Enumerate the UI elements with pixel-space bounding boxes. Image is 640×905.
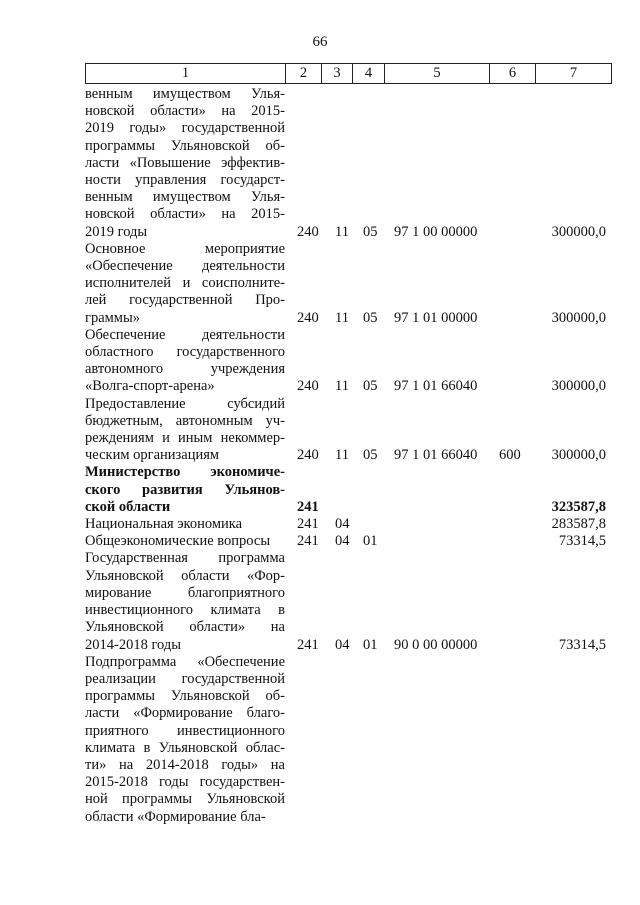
row-name-line: ской области [85, 498, 171, 515]
row-name-line: Ульяновской области «Фор- [85, 567, 285, 584]
col-target-article: 90 0 00 00000 [394, 636, 478, 653]
col-subsection: 11 [335, 309, 349, 326]
row-name-line: бюджетным, автономным уч- [85, 412, 285, 429]
row-name-line: ной программы Ульяновской [85, 791, 285, 808]
row-name-line: 2015-2018 годы государствен- [85, 774, 285, 791]
table-body [85, 86, 612, 826]
table-row [85, 327, 612, 396]
table-row [85, 654, 612, 826]
col-item: 05 [363, 378, 378, 395]
header-col-7: 7 [569, 65, 578, 81]
row-name-line: Общеэкономические вопросы [85, 533, 271, 550]
col-subsection: 04 [335, 533, 350, 550]
col-section-code: 241 [297, 516, 319, 533]
col-target-article: 97 1 01 66040 [394, 378, 478, 395]
row-name-line: 2019 годы» государственной [85, 120, 285, 137]
row-name-line: Обеспечение деятельности [85, 326, 285, 343]
row-name-line: приятного инвестиционного [85, 722, 285, 739]
table-row [85, 241, 612, 327]
table-row [85, 396, 612, 465]
col-item: 01 [363, 636, 378, 653]
header-col-1: 1 [86, 64, 286, 83]
col-amount: 323587,8 [551, 498, 606, 515]
row-name-line: лей государственной Про- [85, 292, 285, 309]
row-name-line: ласти «Повышение эффектив- [85, 154, 285, 171]
col-amount: 300000,0 [551, 223, 606, 240]
row-name-line: Основное мероприятие [85, 240, 285, 257]
col-subsection: 11 [335, 447, 349, 464]
row-name-line: Министерство экономиче- [85, 464, 285, 481]
row-name-line: ческим организациям [85, 447, 220, 464]
col-subsection: 04 [335, 636, 350, 653]
col-item: 05 [363, 309, 378, 326]
row-name-line: «Волга-спорт-арена» [85, 378, 215, 395]
col-section-code: 241 [297, 636, 319, 653]
col-amount: 73314,5 [558, 533, 606, 550]
row-name-line: венным имуществом Улья- [85, 86, 285, 102]
row-name-line: 2014-2018 годы [85, 636, 181, 653]
col-section-code: 240 [297, 223, 319, 240]
row-name-line: Государственная программа [85, 550, 285, 567]
row-name-line: Предоставление субсидий [85, 395, 285, 412]
row-name-line: «Обеспечение деятельности [85, 258, 285, 275]
header-col-6: 6 [490, 64, 536, 83]
col-subsection: 11 [335, 378, 349, 395]
row-name-line: климата в Ульяновской облас- [85, 739, 285, 756]
row-name-line: исполнителей и соисполните- [85, 275, 285, 292]
col-section-code: 240 [297, 447, 319, 464]
col-target-article: 97 1 00 00000 [394, 223, 478, 240]
row-name-line: мирование благоприятного [85, 584, 285, 601]
col-section-code: 241 [297, 533, 319, 550]
col-amount: 300000,0 [551, 378, 606, 395]
row-name-line: ласти «Формирование благо- [85, 705, 285, 722]
col-section-code: 240 [297, 309, 319, 326]
row-name-line: Национальная экономика [85, 516, 243, 533]
row-name-line: ности управления государст- [85, 172, 285, 189]
row-name [85, 654, 285, 826]
row-name-line: инвестиционного климата в [85, 602, 285, 619]
table-row [85, 86, 612, 241]
col-amount: 300000,0 [551, 447, 606, 464]
row-name [85, 86, 285, 241]
row-name-line: областного государственного [85, 344, 285, 361]
row-name-line: области «Формирование бла- [85, 808, 266, 825]
row-name-line: граммы» [85, 309, 140, 326]
row-name-line: новской области» на 2015- [85, 206, 285, 223]
row-name-line: 2019 годы [85, 223, 148, 240]
table-row [85, 516, 612, 533]
col-item: 01 [363, 533, 378, 550]
row-name-line: Подпрограмма «Обеспечение [85, 653, 285, 670]
col-amount: 73314,5 [558, 636, 606, 653]
table-header [85, 63, 612, 84]
col-item: 05 [363, 223, 378, 240]
row-name-line: венным имуществом Улья- [85, 189, 285, 206]
row-name-line: программы Ульяновской об- [85, 137, 285, 154]
header-col-3: 3 [322, 64, 353, 83]
row-name-line: новской области» на 2015- [85, 103, 285, 120]
col-amount: 300000,0 [551, 309, 606, 326]
header-col-5: 5 [385, 64, 490, 83]
table-row [85, 550, 612, 653]
col-target-article: 97 1 01 00000 [394, 309, 478, 326]
col-expense-type: 600 [499, 447, 521, 464]
col-subsection: 11 [335, 223, 349, 240]
row-name-line: автономного учреждения [85, 361, 285, 378]
header-col-4: 4 [353, 64, 385, 83]
row-name-line: реждениям и иным некоммер- [85, 430, 285, 447]
row-name-line: Ульяновской области» на [85, 619, 285, 636]
header-col-2: 2 [286, 64, 322, 83]
page-number: 66 [312, 34, 328, 50]
col-subsection: 04 [335, 516, 350, 533]
col-amount: 283587,8 [551, 516, 606, 533]
row-name-line: реализации государственной [85, 670, 285, 687]
row-name-line: ти» на 2014-2018 годы» на [85, 756, 285, 773]
col-item: 05 [363, 447, 378, 464]
col-target-article: 97 1 01 66040 [394, 447, 478, 464]
table-row [85, 533, 612, 550]
row-name-line: программы Ульяновской об- [85, 688, 285, 705]
table-row [85, 464, 612, 516]
col-section-code: 241 [297, 498, 319, 515]
row-name-line: ского развития Ульянов- [85, 481, 285, 498]
col-section-code: 240 [297, 378, 319, 395]
